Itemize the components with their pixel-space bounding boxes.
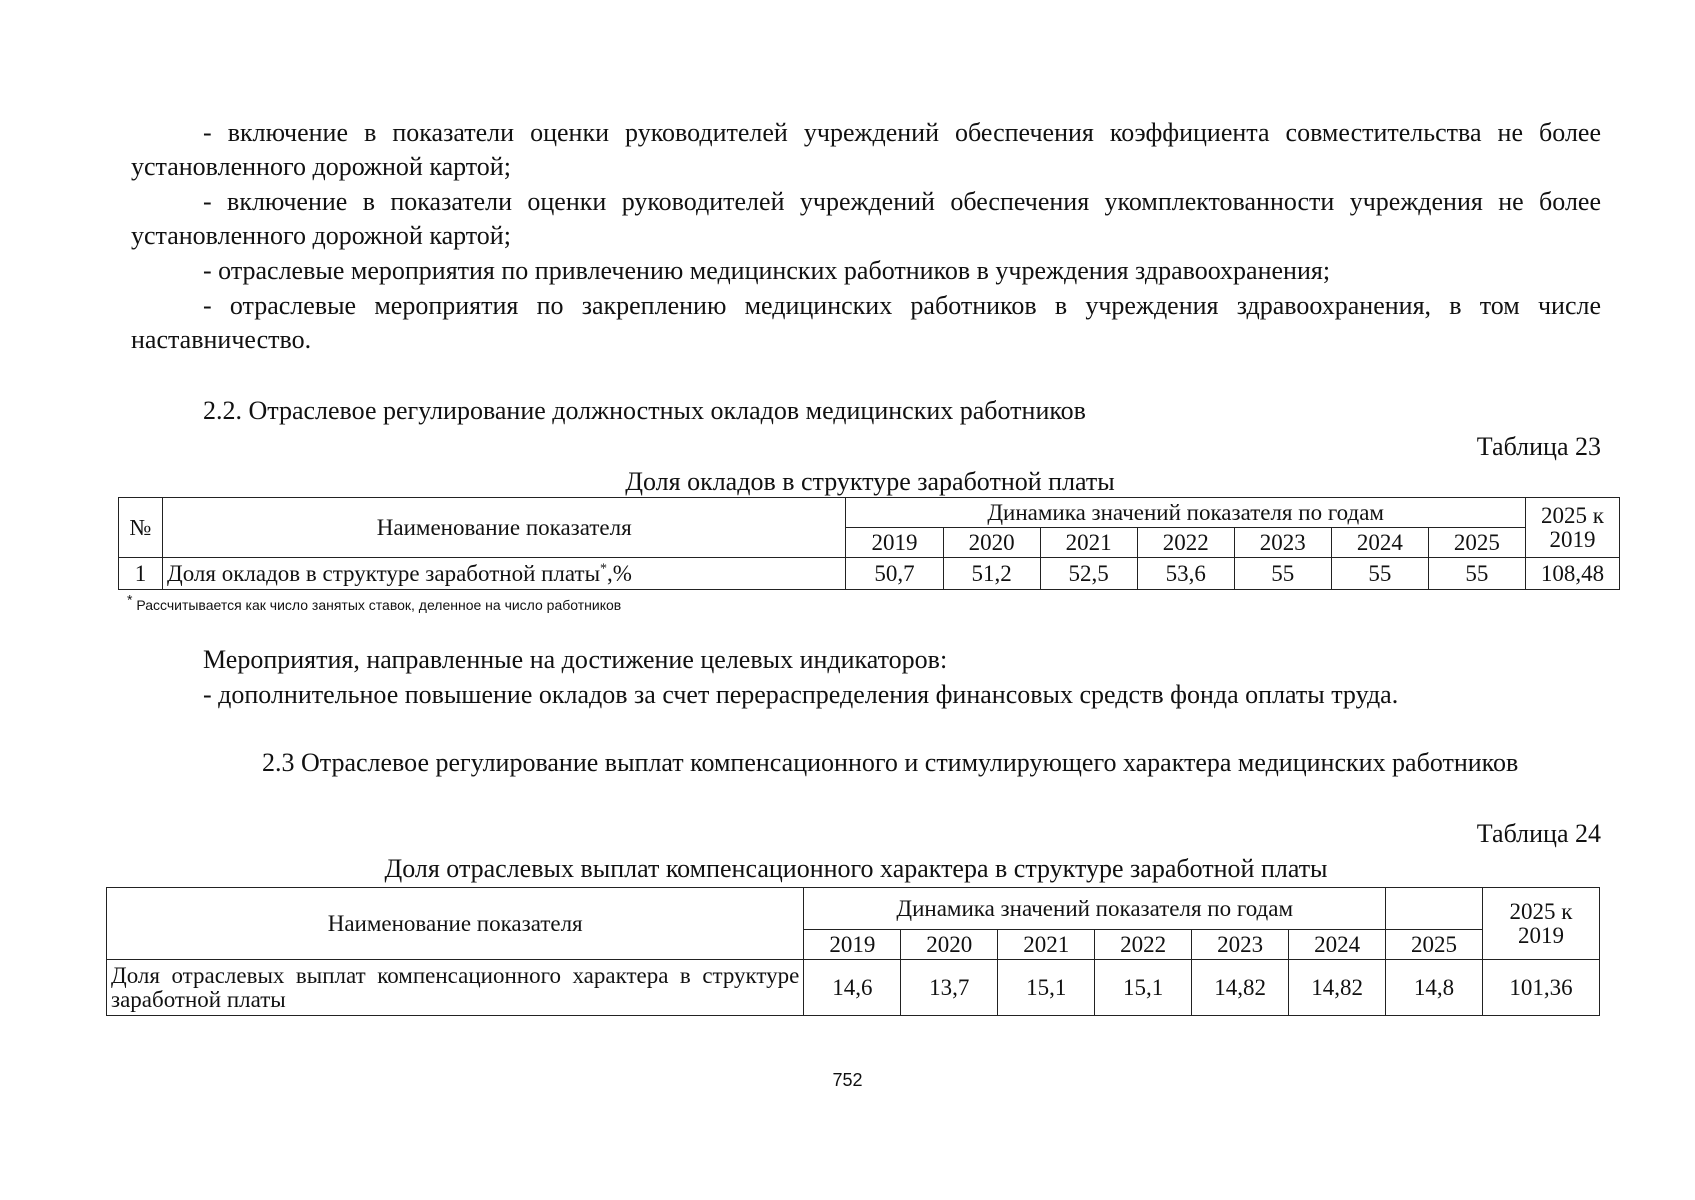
value-cell: 14,8 xyxy=(1386,960,1483,1016)
header-indicator-name: Наименование показателя xyxy=(163,498,846,558)
value-cell: 55 xyxy=(1234,558,1331,590)
table-24-label: Таблица 24 xyxy=(1476,819,1601,848)
value-cell: 53,6 xyxy=(1137,558,1234,590)
value-cell: 55 xyxy=(1428,558,1525,590)
year-cell: 2021 xyxy=(998,930,1095,960)
measures-item: - дополнительное повышение окладов за счет перераспределения финансовых средств фонда оплаты труда. xyxy=(203,680,1399,709)
header-ratio-line2: 2019 xyxy=(1517,922,1564,948)
footnote-mark: * xyxy=(127,591,133,608)
bullet-attraction: - отраслевые мероприятия по привлечению медицинских работников в учреждения здравоохранения; xyxy=(203,256,1331,285)
value-cell: 15,1 xyxy=(1095,960,1192,1016)
year-cell: 2020 xyxy=(943,528,1040,558)
year-cell: 2025 xyxy=(1386,930,1483,960)
ratio-cell: 108,48 xyxy=(1525,558,1619,590)
header-ratio-line2: 2019 xyxy=(1549,526,1596,552)
section-2-3-heading: 2.3 Отраслевое регулирование выплат компенсационного и стимулирующего характера медицинских работников xyxy=(262,748,1519,777)
row-unit: ,% xyxy=(607,560,632,586)
row-no: 1 xyxy=(119,558,163,590)
table-23 xyxy=(118,497,1620,590)
footnote-text: Рассчитывается как число занятых ставок, деленное на число работников xyxy=(132,597,622,613)
year-cell: 2021 xyxy=(1040,528,1137,558)
table-row xyxy=(107,960,1600,1016)
year-cell: 2025 xyxy=(1428,528,1525,558)
year-cell: 2019 xyxy=(804,930,901,960)
year-cell: 2022 xyxy=(1137,528,1234,558)
header-indicator-name: Наименование показателя xyxy=(107,888,804,960)
table-24-caption: Доля отраслевых выплат компенсационного характера в структуре заработной платы xyxy=(384,854,1328,883)
row-indicator-name: Доля отраслевых выплат компенсационного характера в структуре заработной платы xyxy=(107,960,804,1016)
value-cell: 52,5 xyxy=(1040,558,1137,590)
page-number: 752 xyxy=(832,1070,863,1090)
header-empty xyxy=(1386,888,1483,930)
table-24 xyxy=(106,887,1600,1016)
footnote-mark: * xyxy=(600,560,608,576)
value-cell: 51,2 xyxy=(943,558,1040,590)
year-cell: 2023 xyxy=(1192,930,1289,960)
header-ratio-line1: 2025 к xyxy=(1540,502,1604,528)
row-name-text: Доля окладов в структуре заработной платы xyxy=(167,560,601,586)
table-23-footnote xyxy=(127,591,622,613)
bullet-coefficient: - включение в показатели оценки руководителей учреждений обеспечения коэффициента совместительства не более установленного дорожной картой; xyxy=(131,118,1601,181)
header-no: № xyxy=(119,498,163,558)
ratio-cell: 101,36 xyxy=(1482,960,1599,1016)
year-cell: 2024 xyxy=(1289,930,1386,960)
table-23-label: Таблица 23 xyxy=(1476,432,1601,461)
row-indicator-name xyxy=(163,558,846,590)
measures-title: Мероприятия, направленные на достижение целевых индикаторов: xyxy=(203,645,948,674)
bullet-retention: - отраслевые мероприятия по закреплению медицинских работников в учреждения здравоохранения, в том числе наставничество. xyxy=(131,291,1601,354)
header-ratio xyxy=(1482,888,1599,960)
value-cell: 15,1 xyxy=(998,960,1095,1016)
table-23-caption: Доля окладов в структуре заработной платы xyxy=(625,467,1115,496)
section-2-2-heading: 2.2. Отраслевое регулирование должностных окладов медицинских работников xyxy=(203,396,1086,425)
year-cell: 2022 xyxy=(1095,930,1192,960)
year-cell: 2024 xyxy=(1331,528,1428,558)
year-cell: 2023 xyxy=(1234,528,1331,558)
header-ratio-line1: 2025 к xyxy=(1509,898,1573,924)
value-cell: 14,82 xyxy=(1289,960,1386,1016)
value-cell: 13,7 xyxy=(901,960,998,1016)
header-dynamics: Динамика значений показателя по годам xyxy=(804,888,1386,930)
table-row xyxy=(119,558,1620,590)
value-cell: 14,82 xyxy=(1192,960,1289,1016)
value-cell: 50,7 xyxy=(846,558,943,590)
header-ratio xyxy=(1525,498,1619,558)
year-cell: 2020 xyxy=(901,930,998,960)
value-cell: 55 xyxy=(1331,558,1428,590)
bullet-staffing: - включение в показатели оценки руководителей учреждений обеспечения укомплектованности учреждения не более установленного дорожной картой; xyxy=(131,187,1601,250)
header-dynamics: Динамика значений показателя по годам xyxy=(846,498,1525,528)
year-cell: 2019 xyxy=(846,528,943,558)
value-cell: 14,6 xyxy=(804,960,901,1016)
